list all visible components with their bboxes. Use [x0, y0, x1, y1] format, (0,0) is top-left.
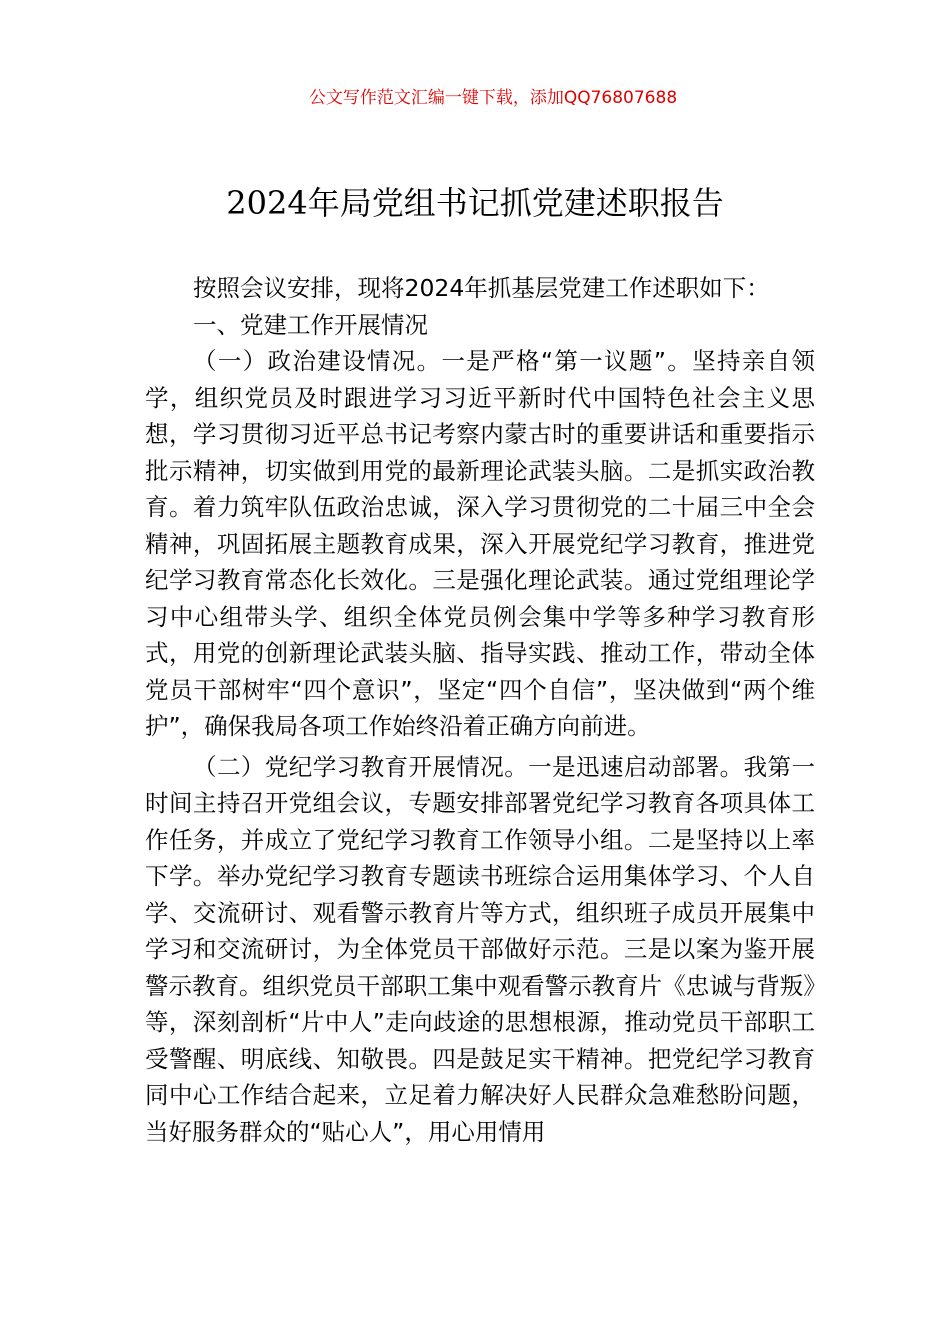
section-heading: 一、党建工作开展情况	[193, 310, 428, 339]
download-banner: 公文写作范文汇编一键下载，添加QQ76807688	[308, 88, 678, 108]
intro-paragraph: 按照会议安排，现将2024年抓基层党建工作述职如下：	[193, 274, 770, 302]
document-body	[145, 270, 815, 1150]
paragraph-political-construction: （一）政治建设情况。一是严格“第一议题”。坚持亲自领学，组织党员及时跟进学习习近平新时代中国特色社会主义思想，学习贯彻习近平总书记考察内蒙古时的重要讲话和重要指示批示精神，切实做到用党的最新理论武装头脑。二是抓实政治教育。着力筑牢队伍政治忠诚，深入学习贯彻党的二十届三中全会精神，巩固拓展主题教育成果，深入开展党纪学习教育，推进党纪学习教育常态化长效化。三是强化理论武装。通过党组理论学习中心组带头学、组织全体党员例会集中学等多种学习教育形式，用党的创新理论武装头脑、指导实践、推动工作，带动全体党员干部树牢“四个意识”，坚定“四个自信”，坚决做到“两个维护”，确保我局各项工作始终沿着正确方向前进。	[145, 347, 815, 740]
page-title: 2024年局党组书记抓党建述职报告	[226, 184, 724, 222]
paragraph-discipline-education: （二）党纪学习教育开展情况。一是迅速启动部署。我第一时间主持召开党组会议，专题安排部署党纪学习教育各项具体工作任务，并成立了党纪学习教育工作领导小组。二是坚持以上率下学。举办党纪学习教育专题读书班综合运用集体学习、个人自学、交流研讨、观看警示教育片等方式，组织班子成员开展集中学习和交流研讨，为全体党员干部做好示范。三是以案为鉴开展警示教育。组织党员干部职工集中观看警示教育片《忠诚与背叛》等，深刻剖析“片中人”走向歧途的思想根源，推动党员干部职工受警醒、明底线、知敬畏。四是鼓足实干精神。把党纪学习教育同中心工作结合起来，立足着力解决好人民群众急难愁盼问题，当好服务群众的“贴心人”，用心用情用	[145, 752, 815, 1146]
